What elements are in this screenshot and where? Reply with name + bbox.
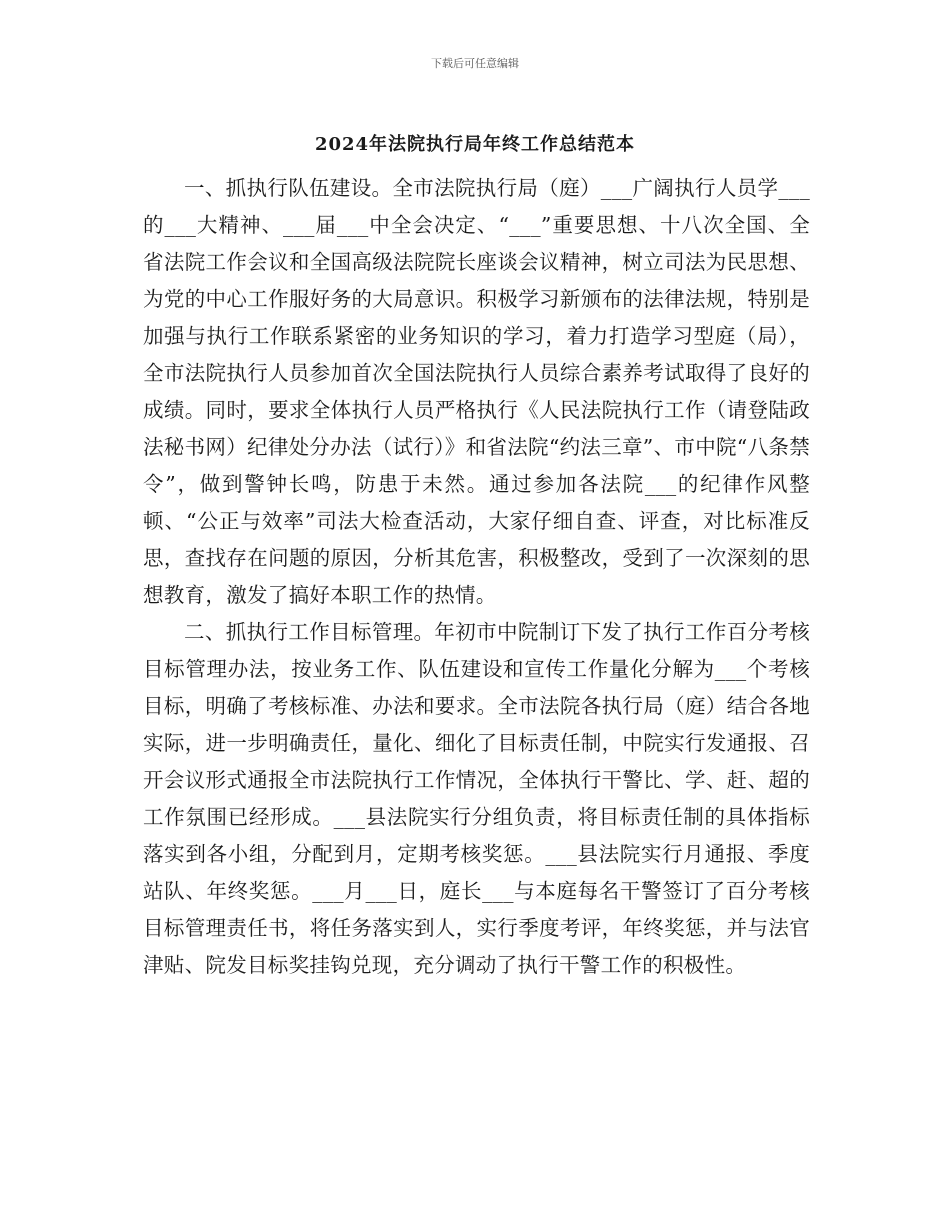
document-body — [143, 170, 810, 984]
document-title: 2024年法院执行局年终工作总结范本 — [314, 134, 636, 155]
paragraph-1: 一、抓执行队伍建设。全市法院执行局（庭）___广阔执行人员学___的___大精神、___届___中全会决定、“___”重要思想、十八次全国、全省法院工作会议和全国高级法院院长座谈会议精神，树立司法为民思想、为党的中心工作服好务的大局意识。积极学习新颁布的法律法规，特别是加强与执行工作联系紧密的业务知识的学习，着力打造学习型庭（局），全市法院执行人员参加首次全国法院执行人员综合素养考试取得了良好的成绩。同时，要求全体执行人员严格执行《人民法院执行工作（请登陆政法秘书网）纪律处分办法（试行）》和省法院“约法三章”、市中院“八条禁令”，做到警钟长鸣，防患于未然。通过参加各法院___的纪律作风整顿、“公正与效率”司法大检查活动，大家仔细自查、评查，对比标准反思，查找存在问题的原因，分析其危害，积极整改，受到了一次深刻的思想教育，激发了搞好本职工作的热情。 — [143, 176, 810, 607]
paragraph-2: 二、抓执行工作目标管理。年初市中院制订下发了执行工作百分考核目标管理办法，按业务工作、队伍建设和宣传工作量化分解为___个考核目标，明确了考核标准、办法和要求。全市法院各执行局（庭）结合各地实际，进一步明确责任，量化、细化了目标责任制，中院实行发通报、召开会议形式通报全市法院执行工作情况，全体执行干警比、学、赶、超的工作氛围已经形成。___县法院实行分组负责，将目标责任制的具体指标落实到各小组，分配到月，定期考核奖惩。___县法院实行月通报、季度站队、年终奖惩。___月___日，庭长___与本庭每名干警签订了百分考核目标管理责任书，将任务落实到人，实行季度考评，年终奖惩，并与法官津贴、院发目标奖挂钩兑现，充分调动了执行干警工作的积极性。 — [143, 620, 810, 977]
page-header-note: 下载后可任意编辑 — [431, 57, 519, 70]
